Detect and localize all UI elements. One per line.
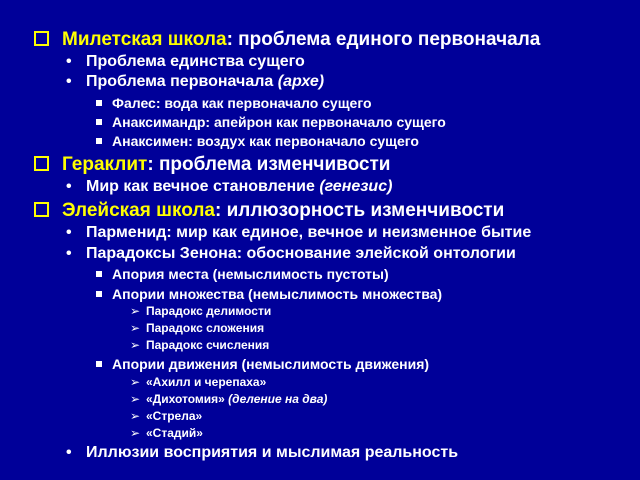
bullet-dot-icon: •: [66, 444, 72, 461]
bullet-dot-icon: •: [66, 224, 72, 241]
item-text: «Стадий»: [146, 426, 203, 440]
item-text: Парадоксы Зенона: обоснование элейской онтологии: [86, 245, 516, 262]
item-text: «Дихотомия»: [146, 392, 229, 406]
list-item: [66, 245, 516, 262]
arrow-bullet-icon: ➢: [130, 392, 141, 406]
item-text: Фалес: вода как первоначало сущего: [112, 95, 372, 111]
heading-highlight: Гераклит: [62, 154, 148, 175]
arrow-bullet-icon: ➢: [130, 338, 141, 352]
heading-highlight: Милетская школа: [62, 29, 227, 50]
item-text: Парменид: мир как единое, вечное и неизменное бытие: [86, 224, 532, 241]
heading-rest: : проблема изменчивости: [147, 154, 391, 175]
arrow-bullet-icon: ➢: [130, 426, 141, 440]
heading-highlight: Элейская школа: [62, 200, 215, 221]
bullet-dot-icon: •: [66, 178, 72, 195]
item-italic: (архе): [277, 73, 325, 90]
checkbox-bullet-icon: [34, 202, 49, 217]
list-item: [66, 73, 325, 90]
item-text: Апории движения (немыслимость движения): [112, 356, 430, 372]
item-text: «Стрела»: [146, 409, 203, 423]
arrow-bullet-icon: ➢: [130, 321, 141, 335]
list-item: [66, 444, 459, 461]
bullet-dot-icon: •: [66, 245, 72, 262]
checkbox-bullet-icon: [34, 31, 49, 46]
item-text: Анаксимен: воздух как первоначало сущего: [112, 133, 419, 149]
square-bullet-icon: [96, 361, 102, 367]
item-italic: (генезис): [319, 178, 393, 195]
heading-heraclitus: [62, 155, 390, 174]
list-item: [112, 287, 442, 301]
square-bullet-icon: [96, 271, 102, 277]
item-text: Проблема единства сущего: [86, 53, 305, 70]
square-bullet-icon: [96, 119, 102, 125]
item-text: Анаксимандр: апейрон как первоначало сущего: [112, 114, 446, 130]
list-item: [66, 53, 305, 70]
list-item: [66, 178, 393, 195]
list-item: [130, 409, 203, 423]
heading-eleatic-school: [62, 201, 504, 220]
item-text: Проблема первоначала: [86, 73, 278, 90]
arrow-bullet-icon: ➢: [130, 304, 141, 318]
checkbox-bullet-icon: [34, 156, 49, 171]
list-item: [112, 357, 429, 371]
list-item: [130, 304, 272, 318]
list-item: [130, 392, 328, 406]
bullet-dot-icon: •: [66, 73, 72, 90]
item-text: Парадокс делимости: [146, 304, 272, 318]
list-item: [130, 338, 270, 352]
square-bullet-icon: [96, 291, 102, 297]
item-text: Парадокс сложения: [146, 321, 265, 335]
list-item: [66, 224, 532, 241]
square-bullet-icon: [96, 138, 102, 144]
list-item: [112, 134, 419, 148]
list-item: [130, 375, 267, 389]
item-text: Парадокс счисления: [146, 338, 270, 352]
item-italic: (деление на два): [228, 392, 328, 406]
item-text: «Ахилл и черепаха»: [146, 375, 267, 389]
bullet-dot-icon: •: [66, 53, 72, 70]
item-text: Апории множества (немыслимость множества): [112, 286, 443, 302]
heading-rest: : проблема единого первоначала: [226, 29, 541, 50]
list-item: [112, 267, 389, 281]
arrow-bullet-icon: ➢: [130, 375, 141, 389]
list-item: [130, 321, 265, 335]
arrow-bullet-icon: ➢: [130, 409, 141, 423]
item-text: Апория места (немыслимость пустоты): [112, 266, 389, 282]
list-item: [112, 96, 372, 110]
list-item: [130, 426, 203, 440]
heading-milesian-school: [62, 30, 540, 49]
heading-rest: : иллюзорность изменчивости: [214, 200, 505, 221]
item-text: Мир как вечное становление: [86, 178, 320, 195]
list-item: [112, 115, 446, 129]
square-bullet-icon: [96, 100, 102, 106]
item-text: Иллюзии восприятия и мыслимая реальность: [86, 444, 459, 461]
